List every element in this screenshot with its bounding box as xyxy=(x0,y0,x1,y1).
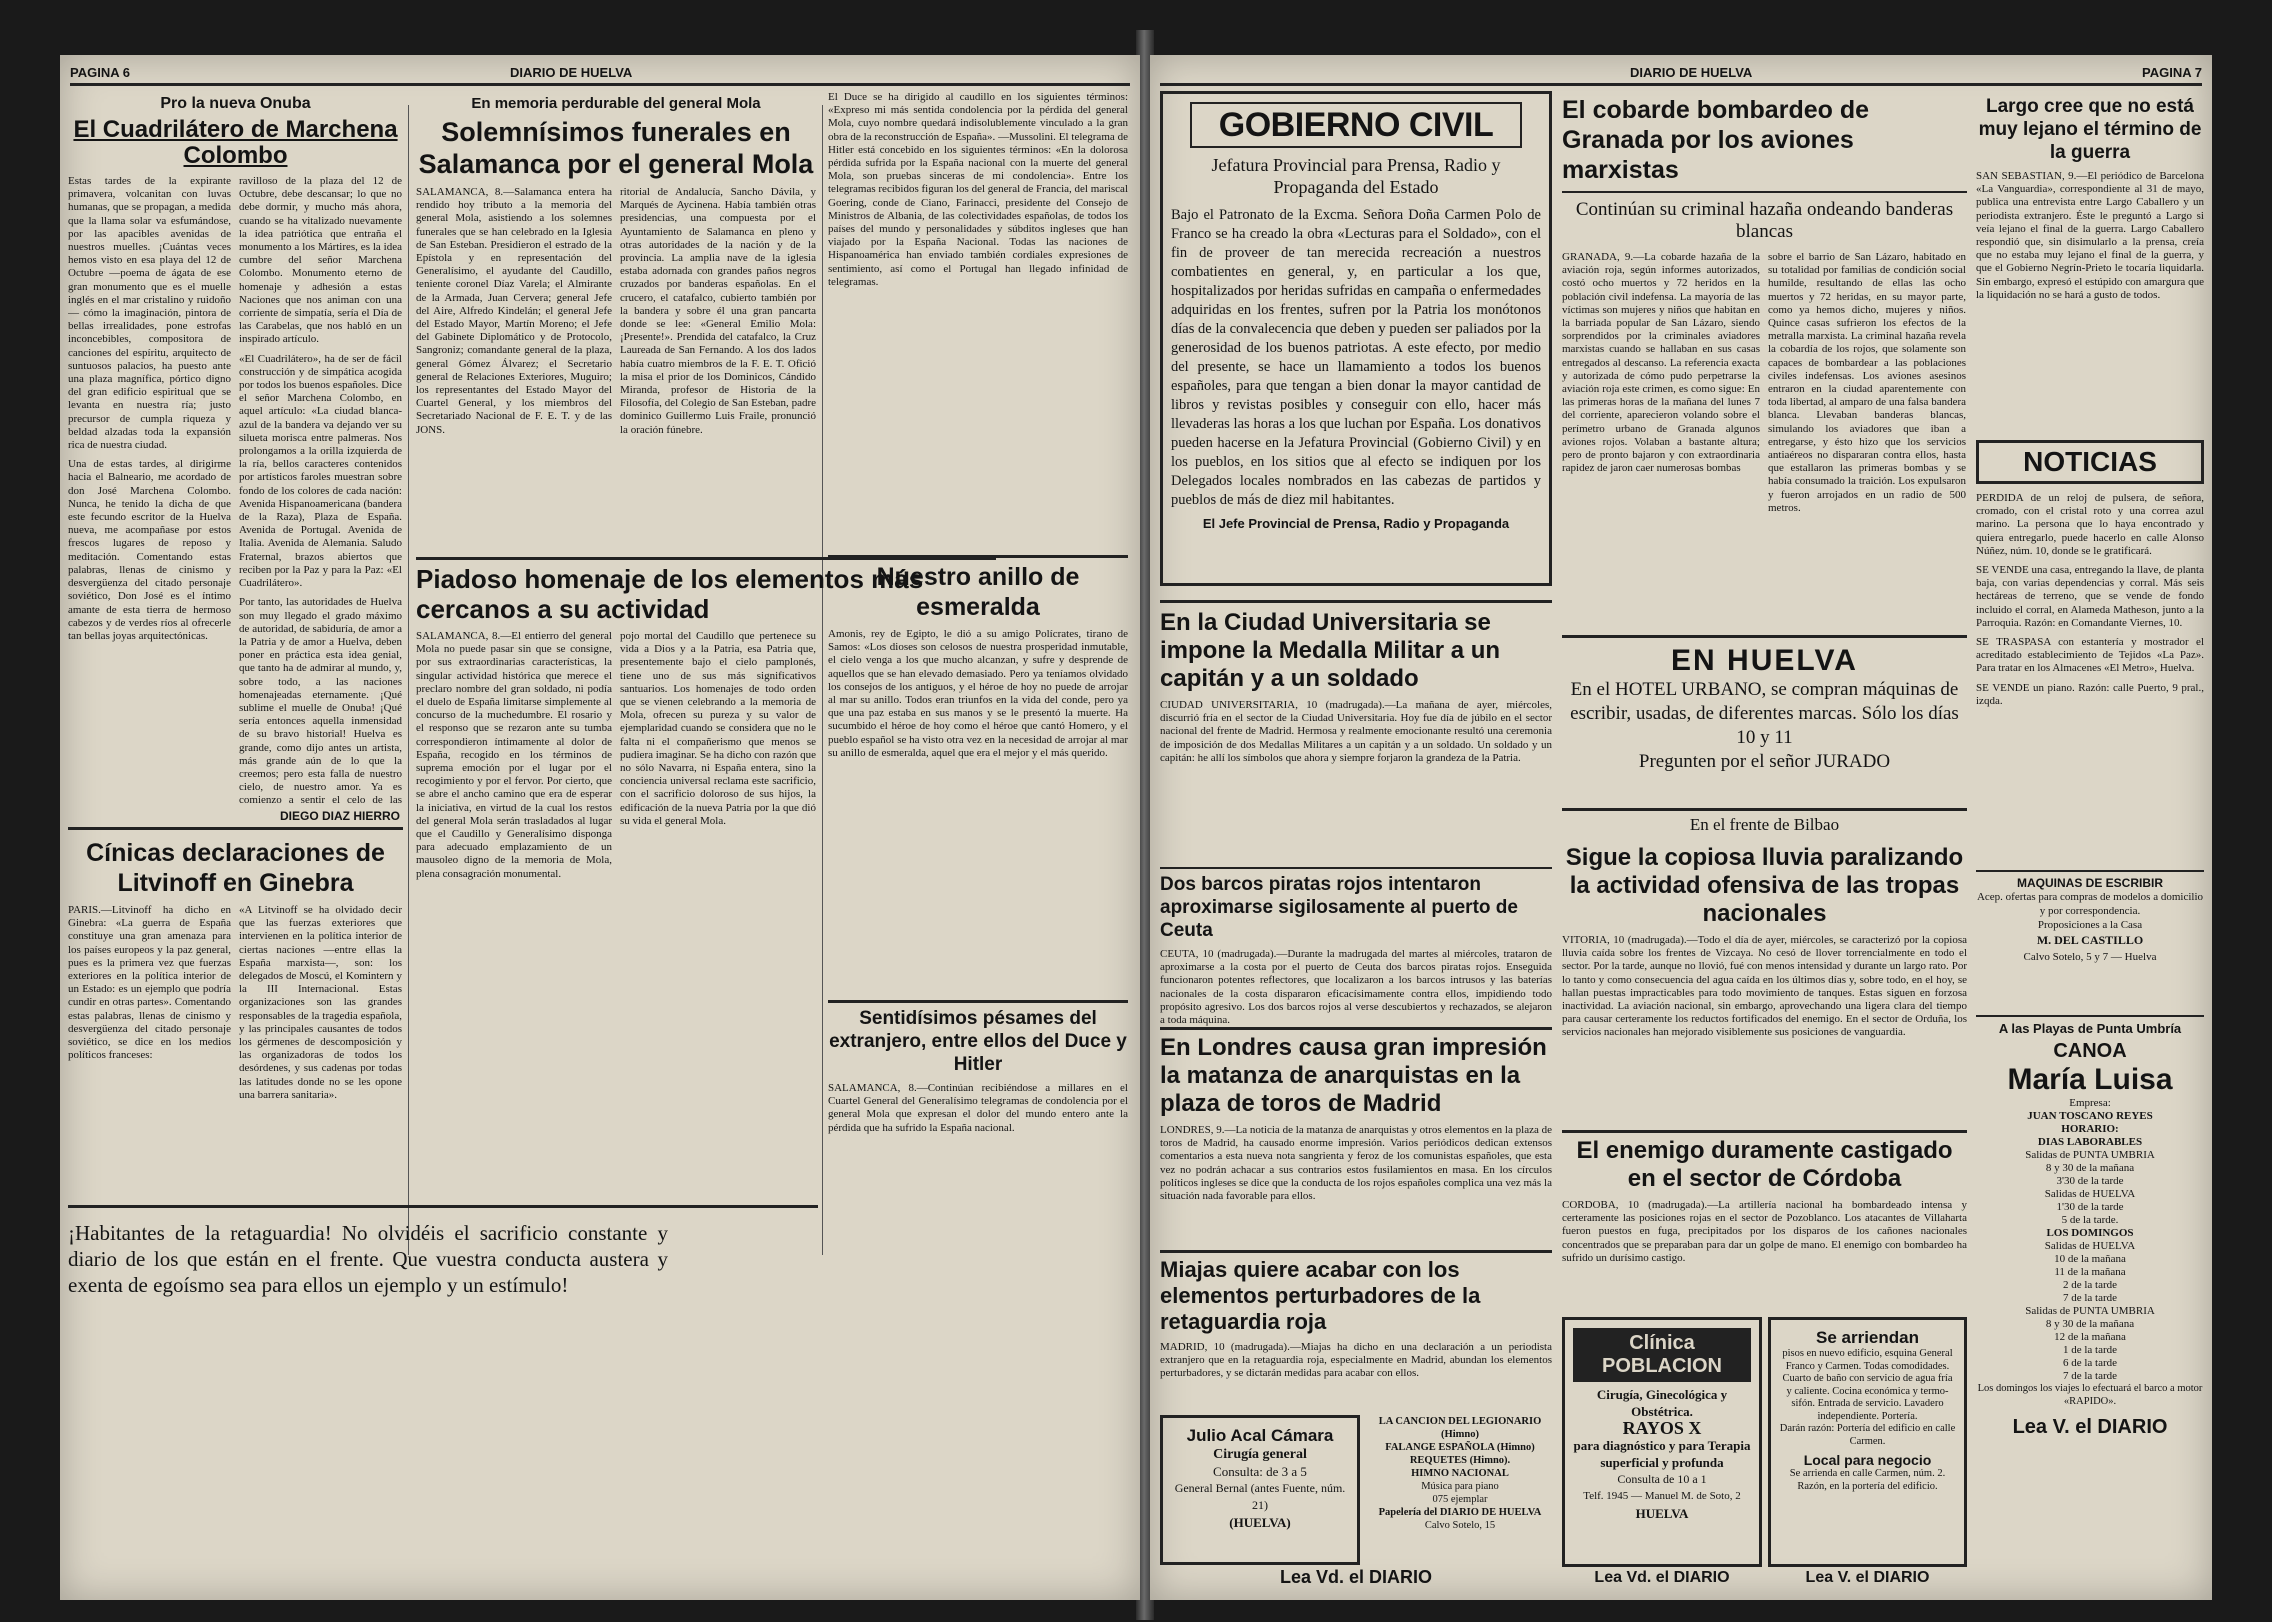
en-huelva-ad xyxy=(1562,635,1967,811)
anillo-body: Amonis, rey de Egipto, le dió a su amigo Polícrates, tirano de Samos: «Los dioses son celosos de nuestra prosperidad inmutable, el cielo venga a los que mucho alcanzan, y sufre y desprende de aquellos que se han elevado demasiado. Pero ya teníamos olvidado los consejos de los antiguos, y el héroe de hoy no puede de arrojar al mar su anillo. Todos eran triunfos en la vida del conde, pero ya que una paz estaba en sus manos y se le presentó la muerte. Ha sucumbido el héroe de hoy como el héroe que cantó Homero, y el pueblo español se ha visto otra vez en la necesidad de arrojar al mar su anillo de esmeralda, aquel que era el mejor y el más querido. xyxy=(828,628,1128,759)
right-masthead: DIARIO DE HUELVA xyxy=(1630,65,1753,80)
homenaje-body-2: pojo mortal del Caudillo que pertenece su vida a Dios y a la Patria, esa Patria que, presentemente bajo el cielo pamplonés, tiene uno de sus más significativos santuarios. Los homenajes de todo orden que se vienen celebrando a la memoria de Mola, ofrecen su pureza y su valor de ejemplaridad cuando se considera que no le falta ni el compañerismo que menos se pudiera imaginar. Se ha dicho con razón que no sólo Navarra, ni España entera, sino la conciencia universal reclama este sacrificio, con el sacrificio doloroso de sus hijos, la edificación de la nueva Patria por la que dió su vida el general Mola. xyxy=(620,630,816,827)
bilbao-article xyxy=(1562,810,1967,1125)
maquinas-line-3: M. DEL CASTILLO xyxy=(2036,933,2144,947)
clinica-line: HUELVA xyxy=(1635,1506,1689,1521)
londres-title: En Londres causa gran impresión la matanza de anarquistas en la plaza de toros de Madrid xyxy=(1160,1034,1547,1117)
acal-name: Julio Acal Cámara xyxy=(1186,1426,1334,1445)
onuba-kicker: Pro la nueva Onuba xyxy=(160,95,311,112)
canoa-time: 3'30 de la tarde xyxy=(2056,1175,2124,1187)
gobierno-body: Bajo el Patronato de la Excma. Señora Doña Carmen Polo de Franco se ha creado la obra «Lecturas para el Soldado», con el fin de proveer de tan merecida recreación a nuestros combatientes en general, y, en particular a los que, hospitalizados por heridas sufridas en campaña o enfermedades adquiridas en los frentes, sufren por la Patria los monótonos días de la convalecencia que deben y pueden ser paliados por la generosidad de los buenos patriotas. A este efecto, por medio del presente, se hace un llamamiento a todos los buenos españoles, para que tengan a bien donar la mayor cantidad de libros y revistas posibles y conseguir con ello, hacer más llevaderas las horas a los que luchan por España. Los donativos pueden hacerse en la Jefatura Provincial (Gobierno Civil) y en los pueblos, en los sitios que al efecto se indiquen por los Delegados locales nombrados en las cabezas de partidos y pueblos de más de diez mil habitantes. xyxy=(1171,207,1541,508)
canoa-time: 7 de la tarde xyxy=(2062,1292,2118,1304)
column-rule xyxy=(408,105,409,1255)
largo-article xyxy=(1976,91,2204,436)
music-line: Calvo Sotelo, 15 xyxy=(1424,1520,1496,1531)
maquinas-ad xyxy=(1976,870,2204,1022)
noticias-perdida: PERDIDA de un reloj de pulsera, de señora, cromado, con el cristal roto y una correa azul marino. La persona que lo haya encontrado y quiera entregarlo, puede hacerlo en calle Alonso Núñez, núm. 10, donde se le gratificará. xyxy=(1976,492,2204,557)
bilbao-title: Sigue la copiosa lluvia paralizando la actividad ofensiva de las tropas nacionales xyxy=(1565,844,1964,927)
clinica-line: Cirugía, Ginecológica y Obstétrica. xyxy=(1596,1387,1728,1419)
acal-city: (HUELVA) xyxy=(1229,1515,1291,1530)
onuba-body-3: ravilloso de la plaza del 12 de Octubre, debe descansar; lo que no debe dormir, y mucho más ahora, cuando se ha vitalizado nuevamente la idea patriótica que entraña el monumento a los Mártires, es la idea cumbre del señor Marchena Colombo. Monumento eterno de homenaje y adhesión a estas Naciones que nos animan con una corriente de simpatía, sería el Día de las Carabelas, que nos habló en un inspirado artículo. xyxy=(239,175,402,346)
litvinoff-article xyxy=(68,827,403,1195)
onuba-body-5: Por tanto, las autoridades de Huelva son muy llegado el grado máximo de autoridad, de sabiduría, de amor a la Patria y de amor a Huelva, deben poner en práctica esta idea genial, que tanto ha de admirar al mundo, y, sobre todo, a las naciones homenajeadas eternamente. ¡Qué sublime el muelle de Onuba! ¡Qué sería entonces aquella inmensidad de su bravo historial! Huelva es grande, como dijo antes un artista, más grande aún de lo que la creemos; pero esta falla de nuestro cielo, de nuestro amor. Ya es comienzo a sentir el celo de las xyxy=(239,596,402,806)
granada-body-1: GRANADA, 9.—La cobarde hazaña de la aviación roja, según informes autorizados, costó ocho muertos y 72 heridos en la población civil indefensa. La mayoría de las víctimas son mujeres y niños que habitan en la barriada popular de San Lázaro, siendo sorprendidos por la criminales aviadores marxistas cuando se hallaban en sus casas entregados al descanso. La referencia exacta y autorizada de cómo pudo perpetrarse la aviación roja este crimen, es como sigue: En las primeras horas de la mañana del lunes 7 del corriente, aparecieron volando sobre el perímetro urbano de Granada algunos aviones rojos. Volaban a bastante altura; pero de pronto bajaron y con extraordinaria rapidez de jaron caer numerosas bombas xyxy=(1562,251,1760,475)
cordoba-body: CORDOBA, 10 (madrugada).—La artillería nacional ha bombardeado intensa y certeramente las posiciones rojas en el sector de Pozoblanco. Los atacantes de Villaharta fueron puestos en fuga, precipitados por los disparos de los cañones nacionales concentrados que se preparaban para dar un golpe de mano. El enemigo con bombardeo ha sufrido un durísimo castigo. xyxy=(1562,1199,1967,1264)
cordoba-title: El enemigo duramente castigado en el sector de Córdoba xyxy=(1576,1137,1953,1192)
onuba-body-4: «El Cuadrilátero», ha de ser de fácil construcción y de simpática acogida por todos los buenos españoles. Dice el señor Marchena Colombo, en aquel artículo: «La ciudad blanca-azul de la bandera va dejando ver su silueta morisca entre palmeras. Nos prolongamos a la orilla izquierda de la ría, bellos caracteres contenidos por artísticos faroles muestran sobre fondo de los colores de cada nación: Avenida Hispanoamericana (bandera de la Raza), Plaza de España. Avenida de Portugal. Avenida de Italia. Avenida de Alemania. Saludo Fraternal, brazos abiertos que reciben por la Paz y para la Paz: «El Cuadrilátero». xyxy=(239,352,402,590)
music-ad xyxy=(1368,1415,1552,1565)
bilbao-kicker: En el frente de Bilbao xyxy=(1689,815,1840,834)
lea-diario-1: Lea Vd. el DIARIO xyxy=(1279,1567,1433,1587)
litvinoff-title: Cínicas declaraciones de Litvinoff en Ginebra xyxy=(86,839,385,897)
pesames-title: Sentidísimos pésames del extranjero, entre ellos del Duce y Hitler xyxy=(829,1008,1127,1075)
arriendan-contact: Darán razón: Portería del edificio en calle Carmen. xyxy=(1779,1423,1956,1447)
right-running-header xyxy=(1160,65,2202,86)
londres-article xyxy=(1160,1027,1552,1250)
clinica-title-box xyxy=(1573,1328,1751,1382)
miajas-article xyxy=(1160,1250,1552,1413)
onuba-body-2: Una de estas tardes, al dirigirme hacia el Balneario, me acordado de don José Marchena Colombo. Nunca, he tenido la dicha de que este fecundo escritor de la Huelva nueva, me acompañase por estos frescos lugares de reposo y meditación. Comentando estas palabras, llenas de cinismo y desvergüenza del citado personaje soviético, Don José es el íntimo amante de esta tierra de hermoso cabezos y de verdes ríos al ofrecerle tan bellas joyas arquitectónicas. xyxy=(68,458,231,642)
largo-title: Largo cree que no está muy lejano el término de la guerra xyxy=(1978,96,2202,163)
acal-ad xyxy=(1160,1415,1360,1565)
mola-body-2: ritorial de Andalucía, Sancho Dávila, y Marqués de Aycinena. Había también otras presidencias, una compuesta por el Ayuntamiento de Salamanca en pleno y otras autoridades de la nación y de la provincia. La amplia nave de la iglesia estaba adornada con grandes paños negros cruzados por banderas españolas. En el crucero, el catafalco, cubierto también por la bandera y sobre él una gran pancarta donde se lee: «General Emilio Mola: ¡Presente!». Prendida del catafalco, la Cruz Laureada de San Fernando. A los dos lados había cuatro miembros de la F. E. T. Ofició la misa el prior de los Dominicos, Cándido Miranda, profesor de Historia de la Filosofía, del Colegio de San Esteban, padre dominico Guillermo Luis Fraile, pronunció la oración fúnebre. xyxy=(620,186,816,436)
music-line: 075 ejemplar xyxy=(1432,1494,1488,1505)
ceuta-article xyxy=(1160,867,1552,1029)
granada-title: El cobarde bombardeo de Granada por los aviones marxistas xyxy=(1562,96,1870,184)
canoa-empresa: Empresa: xyxy=(2069,1097,2111,1109)
canoa-label: CANOA xyxy=(2053,1040,2127,1062)
anillo-title: Nuestro anillo de esmeralda xyxy=(876,563,1080,621)
canoa-time: 5 de la tarde. xyxy=(2061,1214,2119,1226)
canoa-owner: JUAN TOSCANO REYES xyxy=(2027,1110,2153,1122)
litvinoff-body-2: «A Litvinoff se ha olvidado decir que las fuerzas exteriores que intervienen en la política interior de ciertas naciones —entre ellas la España marxista—, son: los delegados de Moscú, el Komintern y la III Internacional. Estas organizaciones son las grandes responsables de la tragedia española, y las principales causantes de todos los gérmenes de descomposición y las organizadoras de todos los desórdenes, y sus cadenas por todas las latitudes donde no se les opone una barrera sanitaria». xyxy=(239,904,402,1101)
canoa-time: 1'30 de la tarde xyxy=(2056,1201,2124,1213)
clinica-line: Consulta de 10 a 1 xyxy=(1617,1472,1707,1486)
left-masthead: DIARIO DE HUELVA xyxy=(510,65,633,80)
granada-body-2: sobre el barrio de San Lázaro, habitado en su totalidad por familias de condición social humilde, resultando de ellas las ocho muertos y 72 heridas, en su mayor parte, como ya hemos dicho, mujeres y niños. Quince casas sufrieron los efectos de la metralla marxista. La criminal hazaña revela la cobardía de los rojos, que solamente son capaces de bombardear a las poblaciones civiles indefensas. Los aviones asesinos entraron en la ciudad aparentemente con toda libertad, al amparo de una falsa bandera blanca. Llevaban banderas blancas, simulando los aviadores que iban a entregarse, y ésto hizo que los servicios antiaéreos no dispararan contra ellos, hasta que estallaron las primeras bombas y se había consumado la traición. Los expulsaron y fueron arrojados en un radio de 500 metros. xyxy=(1768,251,1966,514)
mola-funerals-article xyxy=(416,91,816,551)
canoa-laborables: DIAS LABORABLES xyxy=(2037,1136,2143,1148)
canoa-salidas-pu-2: Salidas de PUNTA UMBRIA xyxy=(2025,1305,2155,1317)
mola-title: Solemnísimos funerales en Salamanca por el general Mola xyxy=(418,117,814,179)
right-page-number: PAGINA 7 xyxy=(2142,65,2202,80)
canoa-time: 8 y 30 de la mañana xyxy=(2045,1318,2135,1330)
acal-address: General Bernal (antes Fuente, núm. 21) xyxy=(1174,1481,1346,1512)
anillo-article xyxy=(828,555,1128,998)
canoa-time: 8 y 30 de la mañana xyxy=(2045,1162,2135,1174)
music-line: LA CANCION DEL LEGIONARIO (Himno) xyxy=(1378,1416,1542,1440)
canoa-time: 6 de la tarde xyxy=(2062,1357,2118,1369)
clinica-title: Clínica POBLACION xyxy=(1602,1332,1722,1377)
noticias-traspasa: SE TRASPASA con estantería y mostrador el acreditado establecimiento de Tejidos «La Paz». Para tratar en los Almacenes «El Metro», Huelva. xyxy=(1976,636,2204,675)
en-huelva-title: EN HUELVA xyxy=(1671,644,1858,677)
onuba-title: El Cuadrilátero de Marchena Colombo xyxy=(73,116,398,169)
universitaria-body: CIUDAD UNIVERSITARIA, 10 (madrugada).—La mañana de ayer, miércoles, discurrió fría en el sector de la Ciudad Universitaria. Hoy fue día de júbilo en el sector nacional del frente de Madrid. Hermosa y realmente emocionante resultó una ceremonia de imposición de dos Medallas Militares a un capitán y a un soldado. Un soldado y un capitán: he allí los símbolos que ahora y siempre forjaron la grandeza de la Patria. xyxy=(1160,699,1552,764)
canoa-time: 10 de la mañana xyxy=(2054,1253,2126,1265)
arriendan-ad xyxy=(1768,1317,1967,1567)
music-line: FALANGE ESPAÑOLA (Himno) xyxy=(1385,1442,1535,1453)
pesames-article xyxy=(828,1000,1128,1203)
gobierno-subtitle: Jefatura Provincial para Prensa, Radio y Propaganda del Estado xyxy=(1211,155,1501,197)
clinica-line: para diagnóstico y para Terapia superficial y profunda xyxy=(1573,1438,1751,1470)
music-line: REQUETES (Himno). xyxy=(1409,1455,1511,1466)
canoa-salidas-hu: Salidas de HUELVA xyxy=(2044,1188,2136,1200)
noticias-section xyxy=(1976,440,2204,865)
lea-diario-3: Lea V. el DIARIO xyxy=(1805,1569,1930,1586)
canoa-time: 2 de la tarde xyxy=(2062,1279,2118,1291)
retaguardia-appeal xyxy=(68,1205,818,1380)
maquinas-line-1: Acep. ofertas para compras de modelos a domicilio y por correspondencia. xyxy=(1976,891,2204,917)
ceuta-title: Dos barcos piratas rojos intentaron aproximarse sigilosamente al puerto de Ceuta xyxy=(1160,874,1518,941)
appeal-text: ¡Habitantes de la retaguardia! No olvidéis el sacrificio constante y diario de los que están en el frente. Que vuestra conducta austera y exenta de egoísmo sea para ellos un ejemplo y un estímulo! xyxy=(68,1221,668,1297)
bilbao-body: VITORIA, 10 (madrugada).—Todo el día de ayer, miércoles, se caracterizó por la copiosa lluvia caída sobre los frentes de Vizcaya. No cesó de llover torrencialmente en todo el sector. Por la tarde, aunque no llovió, fué con menos intensidad y durante un largo rato. Por lo tanto y como consecuencia del agua caída en los últimos días y, sobre todo, en el hoy, se hallan puestas impracticables para todo movimiento de tanques. Estas siguen en forzosa inactividad. La aviación nacional, sin embargo, aprovechando una ligera clara del tiempo para causar certeramente los reductos fortificados del enemigo. En el sector de Orduña, los servicios nacionales han mejorado visiblemente sus posiciones de vanguardia. xyxy=(1562,934,1967,1039)
en-huelva-body: En el HOTEL URBANO, se compran máquinas de escribir, usadas, de diferentes marcas. Sólo los días 10 y 11 xyxy=(1570,679,1959,748)
maquinas-line-4: Calvo Sotelo, 5 y 7 — Huelva xyxy=(2023,951,2157,963)
music-line: Música para piano xyxy=(1421,1481,1499,1492)
granada-subtitle: Continúan su criminal hazaña ondeando banderas blancas xyxy=(1575,199,1954,242)
canoa-salidas-pu: Salidas de PUNTA UMBRIA xyxy=(2025,1149,2155,1161)
noticias-title-box xyxy=(1976,440,2204,484)
gobierno-signature: El Jefe Provincial de Prensa, Radio y Propaganda xyxy=(1202,516,1510,531)
mola-body-1: SALAMANCA, 8.—Salamanca entera ha rendido hoy tributo a la memoria del general Mola, asistiendo a los solemnes funerales que se han celebrado en la Iglesia de San Esteban. Presidieron el estrado de la Epístola y en representación del Generalísimo, el ayudante del Caudillo, teniente coronel Díaz Varela; el Almirante de la Armada, Juan Cervera; general Jefe del Aire, Alfredo Kindelán; el general Jefe del Estado Mayor, Martín Moreno; el Jefe del Gabinete Diplomático y de Protocolo, Sangroniz; comandante general de la plaza, general Gómez Álvarez; el Secretario general de Relaciones Exteriores, Muguiro; los representantes del Estado Mayor del Cuartel General, y los miembros del Secretariado Nacional de F. E. T. y de las JONS. xyxy=(416,186,612,436)
noticias-vende-casa: SE VENDE una casa, entregando la llave, de planta baja, con varias dependencias y corral. Más seis hectáreas de terreno, que se vende de fondo incluido el corral, en Alameda Matheson, junto a la Parroquia. Razón: en Comandante Viernes, 10. xyxy=(1976,564,2204,629)
clinica-line: Telf. 1945 — Manuel M. de Soto, 2 xyxy=(1583,1490,1741,1502)
canoa-time: 7 de la tarde xyxy=(2062,1370,2118,1382)
noticias-title: NOTICIAS xyxy=(2023,446,2157,477)
granada-article xyxy=(1562,91,1967,631)
miajas-body: MADRID, 10 (madrugada).—Miajas ha dicho en una declaración a un periodista extranjero que en la retaguardia roja, especialmente en Madrid, abundan los elementos perturbadores, y se dictarán medidas para acabar con ellos. xyxy=(1160,1341,1552,1380)
left-running-header xyxy=(70,65,1130,86)
miajas-title: Miajas quiere acabar con los elementos perturbadores de la retaguardia roja xyxy=(1160,1257,1481,1334)
gobierno-civil-notice xyxy=(1160,91,1552,586)
left-page xyxy=(60,55,1140,1600)
ceuta-body: CEUTA, 10 (madrugada).—Durante la madrugada del martes al miércoles, trataron de aproximarse a la costa por el puerto de Ceuta dos barcos piratas rojos. Enseguida funcionaron potentes reflectores, que localizaron a los barcos intrusos y las baterías nacionales de la costa dispararon eficacísimamente contra ellos, impidiendo todo propósito agresivo. Los dos barcos rojos al verse descubiertos y rechazados, se alejaron a toda máquina. xyxy=(1160,948,1552,1027)
londres-body: LONDRES, 9.—La noticia de la matanza de anarquistas y otros elementos en la plaza de toros de Madrid, ha causado enorme impresión. Varios periódicos dedican extensos comentarios a esta nueva nota sangrienta y feroz de los comunistas españoles, que esta vez no podrán achacar a sus contrarios estos fusilamientos en masa. En los círculos políticos ingleses se dice que la conducta de los rojos españoles complica una vez más la situación nada favorable para ellos. xyxy=(1160,1124,1552,1203)
arriendan-title: Se arriendan xyxy=(1816,1328,1919,1347)
arriendan-body: pisos en nuevo edificio, esquina General Franco y Carmen. Todas comodidades. Cuarto de baño con servicio de agua fría y caliente. Cocina económica y termo-sifón. Entrada de servicio. Lavadero independiente. Portería. xyxy=(1782,1348,1953,1422)
noticias-vende-piano: SE VENDE un piano. Razón: calle Puerto, 9 pral., izqda. xyxy=(1976,681,2204,707)
acal-hours: Consulta: de 3 a 5 xyxy=(1213,1464,1307,1479)
pesames-body: SALAMANCA, 8.—Continúan recibiéndose a millares en el Cuartel General del Generalísimo telegramas de condolencia por el general Mola que expresan el dolor del mundo entero ante la pérdida que ha sufrido la España nacional. xyxy=(828,1082,1128,1134)
canoa-note: Los domingos los viajes lo efectuará el barco a motor «RAPIDO». xyxy=(1977,1383,2203,1407)
onuba-article xyxy=(68,91,403,806)
canoa-ad xyxy=(1976,1015,2204,1597)
music-line: HIMNO NACIONAL xyxy=(1411,1468,1509,1479)
canoa-lea: Lea V. el DIARIO xyxy=(2012,1416,2168,1438)
local-title: Local para negocio xyxy=(1803,1452,1932,1468)
canoa-time: 12 de la mañana xyxy=(2054,1331,2126,1343)
litvinoff-body-1: PARIS.—Litvinoff ha dicho en Ginebra: «La guerra de España constituye una gran amenaza para los países europeos y la paz general, pues es la primera vez que fuerzas exteriores en la política interior de un Estado: es un ejemplo que podría cundir en otras partes». Comentando estas palabras, llenas de cinismo y desvergüenza del citado personaje soviético, se dice en los medios políticos franceses: xyxy=(68,904,231,1062)
mola-kicker: En memoria perdurable del general Mola xyxy=(471,95,761,112)
largo-body: SAN SEBASTIAN, 9.—El periódico de Barcelona «La Vanguardia», correspondiente al 31 de mayo, publica una entrevista entre Largo Caballero y un periodista extranjero. Éste le preguntó a Largo si veía lejano el final de la guerra. Largo Caballero respondió que, sin disimularlo a la prensa, creía que no estaba muy lejano el final de la guerra, y que el Gobierno Negrín-Prieto le tocaría liquidarla. Sin embargo, expresó el estúpido con amargura que la liquidación no se hará a gusto de todos. xyxy=(1976,170,2204,301)
telegrams-body: El Duce se ha dirigido al caudillo en los siguientes términos: «Expreso mi más sentida condolencia por la pérdida del general Mola, cuyo nombre quedará indisolublemente vinculado a la gran obra de la reconstrucción de España». —Mussolini. El telegrama de Hitler está concebido en los siguientes términos: «En la dolorosa pérdida sufrida por la España nacional con la muerte del general Mola, son pruebas sinceras de mi condolencia». Entre los telegramas recibidos figuran los del general de Francia, del mariscal Goering, conde de Ciano, Farinacci, presidente del Consejo de Ministros de Albania, de las colectividades españolas, de todos los países del mundo y personalidades y súbditos ingleses que han viajado por la España Nacional. Todas las naciones de Hispanoamérica han enviado también cordiales expresiones de sentimiento, así como el Portugal han llegado infinidad de telegramas. xyxy=(828,91,1128,288)
lea-diario-2: Lea Vd. el DIARIO xyxy=(1594,1569,1730,1586)
gobierno-title-box xyxy=(1190,102,1522,148)
en-huelva-contact: Pregunten por el señor JURADO xyxy=(1638,751,1891,772)
canoa-horario: HORARIO: xyxy=(2061,1123,2119,1135)
canoa-salidas-hu-2: Salidas de HUELVA xyxy=(2044,1240,2136,1252)
canoa-time: 11 de la mañana xyxy=(2054,1266,2126,1278)
clinica-ad xyxy=(1562,1317,1762,1567)
music-line: Papelería del DIARIO DE HUELVA xyxy=(1378,1507,1542,1518)
maquinas-line-2: Proposiciones a la Casa xyxy=(2037,919,2143,931)
homenaje-title: Piadoso homenaje de los elementos más cercanos a su actividad xyxy=(416,564,924,624)
rule xyxy=(1562,191,1967,193)
telegrams-column xyxy=(828,91,1128,546)
maquinas-title: MAQUINAS DE ESCRIBIR xyxy=(2016,876,2163,890)
homenaje-body-1: SALAMANCA, 8.—El entierro del general Mola no puede pasar sin que se consigne, por sus extraordinarias características, la singular actividad histórica que merece el preclaro nombre del gran soldado, ni podía el duelo de España limitarse simplemente al concurso de la muchedumbre. El rosario y el responso que se rezaron ante su tumba correspondieron íntimamente al dolor de España, recogido en los términos de suprema emoción por el lugar por el recogimiento y por el fervor. Por cierto, que se abre el ancho camino que era de esperar la iniciativa, en virtud de la cual los restos del general Mola serán trasladados al lugar que el Caudillo y Generalísimo disponga para adecuado emplazamiento de un mausoleo digno de la memoria de Mola, plena consagración monumental. xyxy=(416,630,612,880)
acal-specialty: Cirugía general xyxy=(1213,1447,1307,1462)
local-body: Se arrienda en calle Carmen, núm. 2. Razón, en la portería del edificio. xyxy=(1789,1468,1946,1492)
left-page-number: PAGINA 6 xyxy=(70,65,130,80)
canoa-domingos: LOS DOMINGOS xyxy=(2046,1227,2134,1239)
universitaria-title: En la Ciudad Universitaria se impone la Medalla Militar a un capitán y a un soldado xyxy=(1160,609,1501,692)
onuba-body-1: Estas tardes de la expirante primavera, volcanitan con luvas humanas, que se propagan, a medida que la llama solar va esfumándose, por las apacibles avenidas de nuestros muelles. ¡Cuántas veces hemos visto en esa playa del 12 de Octubre —poema de ágata de ese gran monumento que es el muelle inglés en el mar cristalino y ruidoño— cómo la imaginación, pintora de bellas irrealidades, pone estrofas inconcebibles, compositora de canciones del espíritu, arquitecto de suntuosos palacios, ha puesto ante una plaza magnífica, pórtico digno del gran edificio espiritual que se levanta en nuestra ría; justo precursor de cumpla riqueza y beldad alzadas toda la expansión rica de nuestra ciudad. xyxy=(68,175,231,452)
gobierno-title: GOBIERNO CIVIL xyxy=(1218,106,1494,144)
canoa-name: María Luisa xyxy=(2007,1063,2173,1096)
clinica-rayos: RAYOS X xyxy=(1622,1418,1702,1438)
canoa-time: 1 de la tarde xyxy=(2062,1344,2118,1356)
right-page xyxy=(1150,55,2212,1600)
cordoba-article xyxy=(1562,1130,1967,1313)
universitaria-article xyxy=(1160,600,1552,873)
canoa-kicker: A las Playas de Punta Umbría xyxy=(1998,1021,2182,1036)
onuba-signature: DIEGO DIAZ HIERRO xyxy=(279,809,400,823)
